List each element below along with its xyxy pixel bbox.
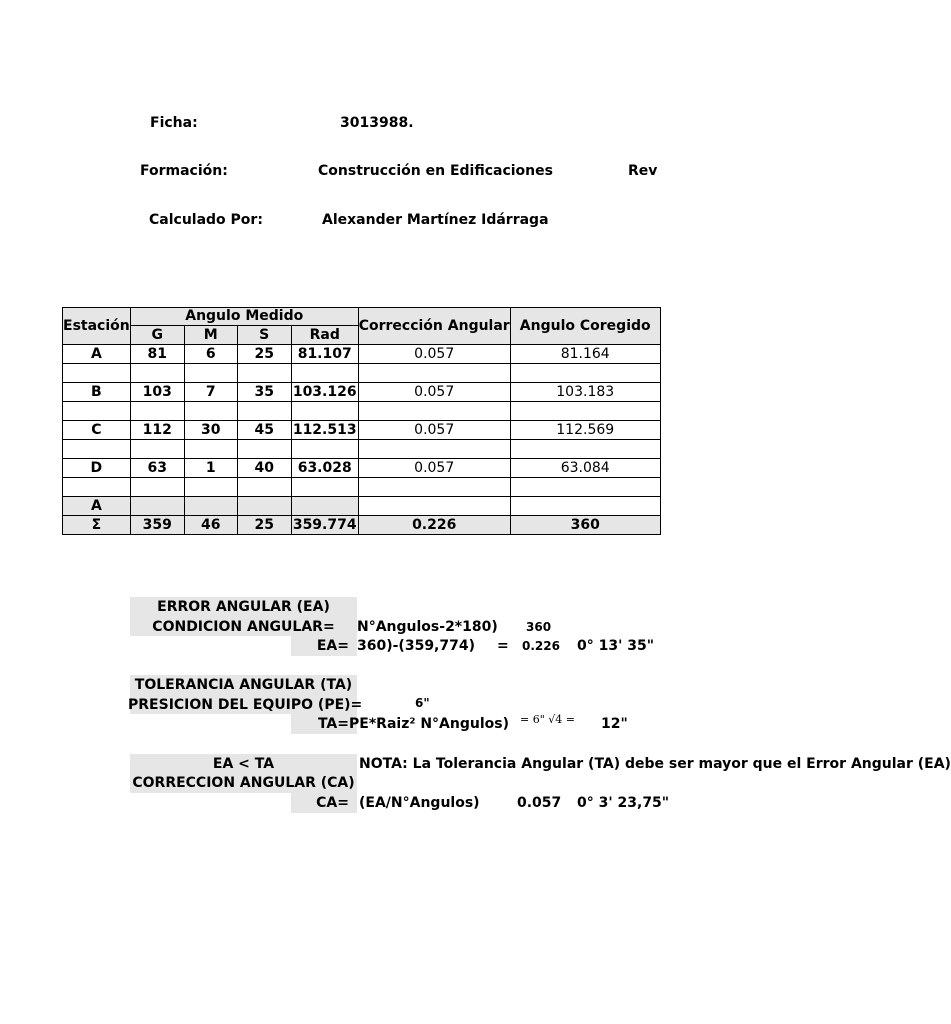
ficha-value: 3013988. [340, 115, 414, 131]
table-cell-m [184, 402, 237, 421]
table-cell-s: 40 [237, 459, 291, 478]
table-cell-s [237, 440, 291, 459]
table-row [63, 402, 661, 421]
table-cell-s: 45 [237, 421, 291, 440]
table-row [63, 364, 661, 383]
table-cell-rad: 81.107 [291, 345, 358, 364]
formacion-value: Construcción en Edificaciones [318, 163, 553, 179]
table-cell-m [184, 478, 237, 497]
table-cell-est: B [63, 383, 131, 402]
ta-formula: PE*Raiz² N°Angulos) [349, 716, 509, 732]
table-cell-rad: 63.028 [291, 459, 358, 478]
table-cell-s [237, 497, 291, 516]
nota-text: NOTA: La Tolerancia Angular (TA) debe ser mayor que el Error Angular (EA) [359, 756, 951, 772]
calculado-label: Calculado Por: [149, 212, 263, 228]
table-cell-est: D [63, 459, 131, 478]
table-cell-coreg: 103.183 [510, 383, 660, 402]
table-row [63, 421, 661, 440]
ea-value: 0.226 [522, 639, 560, 653]
total-s: 25 [237, 516, 291, 535]
table-cell-coreg: 63.084 [510, 459, 660, 478]
table-cell-g [130, 478, 184, 497]
table-cell-m [184, 364, 237, 383]
header-correccion: Corrección Angular [358, 308, 510, 345]
table-cell-est: C [63, 421, 131, 440]
table-cell-rad: 103.126 [292, 383, 357, 400]
header-angulo-medido: Angulo Medido [130, 308, 358, 326]
precision-label: PRESICION DEL EQUIPO (PE)= [128, 697, 363, 713]
table-cell-s: 25 [237, 345, 291, 364]
table-row [63, 345, 661, 364]
table-cell-s [237, 402, 291, 421]
ta-label: TA= [317, 716, 349, 732]
header-estacion: Estación [63, 308, 131, 345]
header-coregido: Angulo Coregido [510, 308, 660, 345]
table-cell-corr: 0.057 [358, 345, 510, 364]
table-cell-g: 112 [130, 421, 184, 440]
total-m: 46 [184, 516, 237, 535]
table-cell-corr: 0.057 [358, 383, 510, 402]
table-cell-m: 6 [184, 345, 237, 364]
table-cell-g: 63 [130, 459, 184, 478]
table-cell-est [63, 478, 131, 497]
table-cell-corr [358, 478, 510, 497]
table-cell-coreg [510, 440, 660, 459]
header-g: G [130, 326, 184, 345]
table-cell-corr [358, 364, 510, 383]
table-cell-rad [291, 402, 358, 421]
ca-dms: 0° 3' 23,75" [577, 795, 670, 811]
condicion-label: CONDICION ANGULAR= [152, 619, 335, 635]
table-cell-g: 81 [130, 345, 184, 364]
total-est: Σ [63, 516, 131, 535]
header-m: M [184, 326, 237, 345]
table-cell-est [63, 364, 131, 383]
condicion-formula: N°Angulos-2*180) [357, 619, 498, 635]
table-row [63, 440, 661, 459]
calculado-value: Alexander Martínez Idárraga [322, 212, 549, 228]
table-cell-m [184, 497, 237, 516]
header-rad: Rad [291, 326, 358, 345]
ea-formula: 360)-(359,774) [357, 638, 475, 654]
table-cell-coreg: 112.569 [510, 421, 660, 440]
table-cell-coreg [510, 497, 660, 516]
table-cell-coreg [510, 478, 660, 497]
table-cell-m: 7 [184, 383, 237, 402]
condicion-value: 360 [526, 620, 552, 634]
total-g: 359 [130, 516, 184, 535]
table-cell-corr [358, 497, 510, 516]
table-cell-m: 1 [184, 459, 237, 478]
rev-label: Rev [628, 163, 658, 179]
table-cell-est: A [63, 345, 131, 364]
table-cell-rad [291, 478, 358, 497]
ca-label: CA= [316, 795, 349, 811]
table-cell-corr: 0.057 [358, 421, 510, 440]
header-s: S [237, 326, 291, 345]
table-row [63, 383, 661, 402]
table-cell-s [237, 364, 291, 383]
table-cell-g [130, 497, 184, 516]
precision-value: 6" [415, 696, 430, 710]
table-cell-m [184, 440, 237, 459]
correction-title: CORRECCION ANGULAR (CA) [132, 775, 355, 791]
table-cell-g: 103 [130, 383, 184, 402]
table-row [63, 478, 661, 497]
ea-dms: 0° 13' 35" [577, 638, 655, 654]
total-corr: 0.226 [358, 516, 510, 535]
angle-table [62, 307, 661, 535]
table-cell-coreg [510, 402, 660, 421]
ea-label: EA= [316, 638, 349, 654]
table-cell-coreg: 81.164 [510, 345, 660, 364]
table-cell-g [130, 364, 184, 383]
ea-equals: = [497, 638, 509, 654]
table-cell-rad [291, 364, 358, 383]
table-cell-corr: 0.057 [358, 459, 510, 478]
table-row [63, 459, 661, 478]
table-cell-rad [291, 440, 358, 459]
table-cell-rad: 112.513 [292, 421, 357, 438]
table-cell-coreg [510, 364, 660, 383]
table-cell-rad [291, 497, 358, 516]
compare-label: EA < TA [212, 756, 275, 772]
table-cell-g [130, 440, 184, 459]
table-cell-s [237, 478, 291, 497]
total-rad: 359.774 [292, 516, 357, 533]
ficha-label: Ficha: [150, 115, 198, 131]
error-title: ERROR ANGULAR (EA) [157, 599, 330, 615]
total-coreg: 360 [510, 516, 660, 535]
table-body [63, 345, 661, 516]
table-cell-s: 35 [237, 383, 291, 402]
ta-value: 12" [601, 716, 628, 732]
table-cell-est [63, 440, 131, 459]
table-cell-est [63, 402, 131, 421]
ca-value: 0.057 [517, 795, 562, 811]
formacion-label: Formación: [140, 163, 228, 179]
table-cell-est: A [63, 497, 131, 516]
table-cell-corr [358, 402, 510, 421]
table-row [63, 497, 661, 516]
table-cell-corr [358, 440, 510, 459]
tolerance-title: TOLERANCIA ANGULAR (TA) [134, 677, 353, 693]
ta-expression: = 6" √4 = [520, 713, 575, 726]
ca-formula: (EA/N°Angulos) [359, 795, 480, 811]
table-cell-g [130, 402, 184, 421]
table-cell-m: 30 [184, 421, 237, 440]
